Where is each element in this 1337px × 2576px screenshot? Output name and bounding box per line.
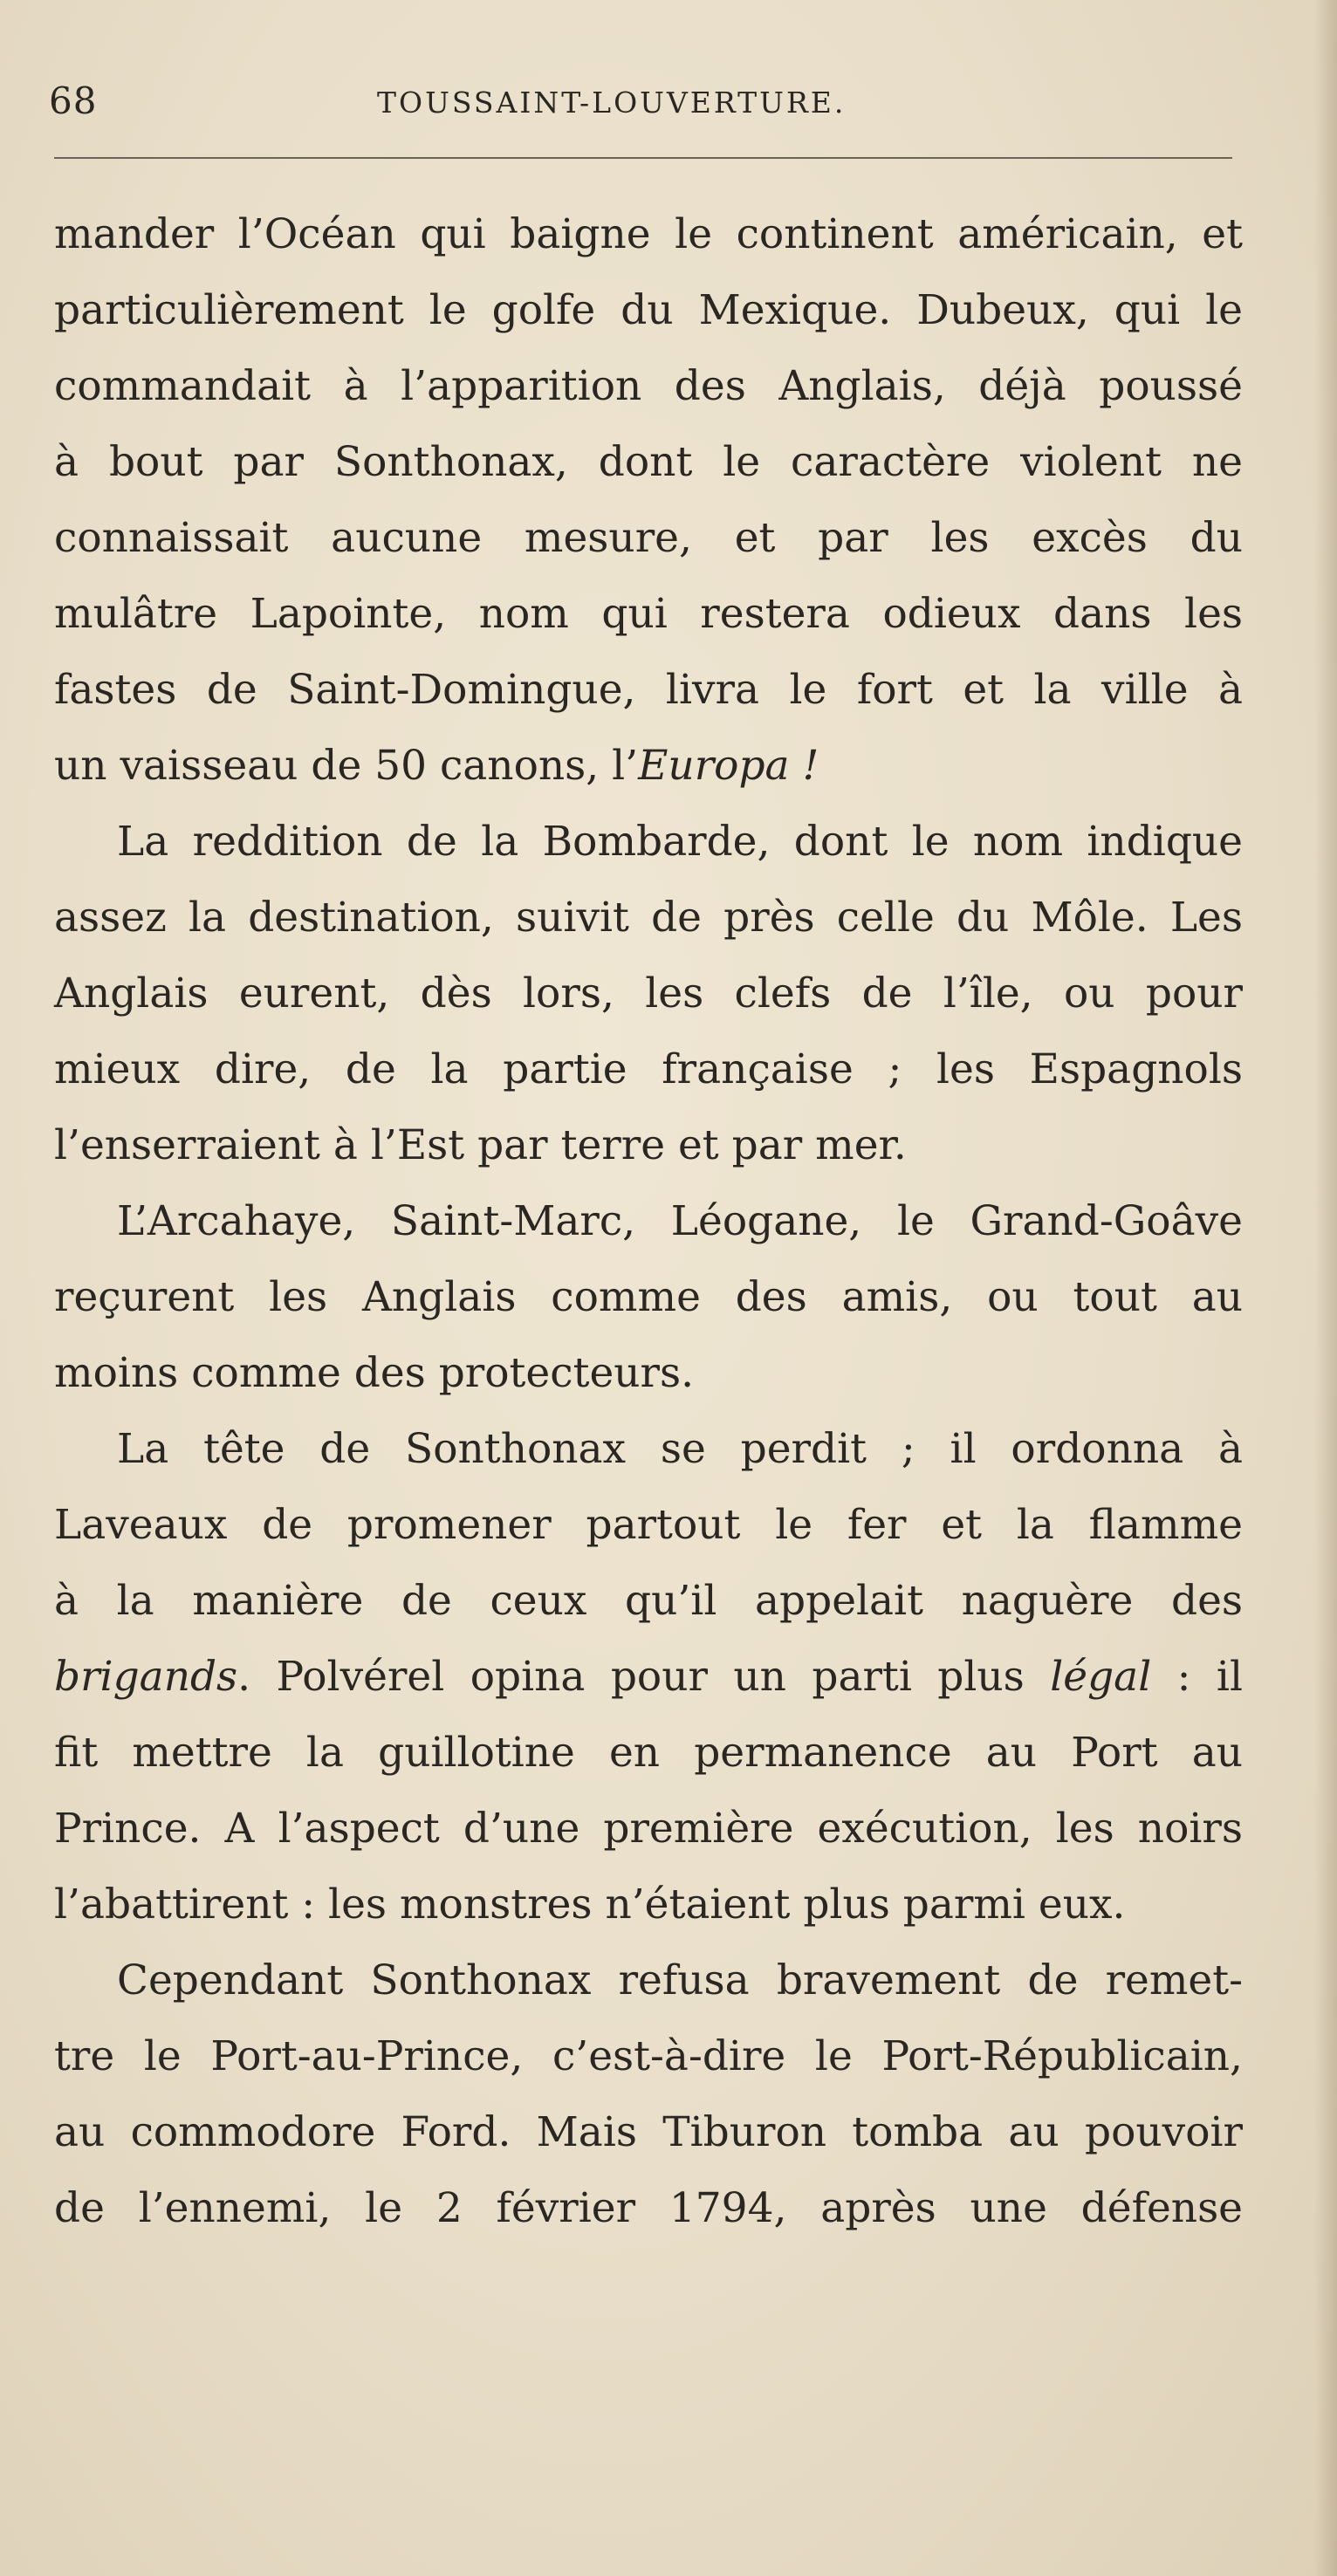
line-text: Laveaux de promener partout le fer et la flamme (54, 1501, 1243, 1549)
text-line (54, 500, 1243, 576)
line-text: au commodore Ford. Mais Tiburon tomba au pouvoir (54, 2108, 1243, 2156)
text-line (54, 1487, 1243, 1563)
text-line (54, 1867, 1243, 1942)
line-text: Anglais eurent, dès lors, les clefs de l’île, ou pour (54, 969, 1243, 1017)
line-text: reçurent les Anglais comme des amis, ou tout au (54, 1273, 1243, 1321)
line-text: tre le Port-au-Prince, c’est-à-dire le Port-Républicain, (54, 2032, 1243, 2080)
text-line (54, 1639, 1243, 1715)
line-text-tail: : il (1151, 1653, 1243, 1701)
page-number: 68 (49, 79, 98, 122)
text-line (54, 1031, 1243, 1107)
italic-text: brigands (54, 1653, 238, 1701)
text-line (54, 196, 1243, 272)
text-line (54, 272, 1243, 348)
text-line (54, 1791, 1243, 1867)
line-text: Prince. A l’aspect d’une première exécution, les noirs (54, 1805, 1243, 1853)
line-text: La reddition de la Bombarde, dont le nom indique (117, 818, 1243, 866)
italic-text: Europa ! (638, 742, 819, 790)
line-text: moins comme des protecteurs. (54, 1349, 695, 1397)
line-text: l’abattirent : les monstres n’étaient plus parmi eux. (54, 1881, 1126, 1929)
line-text: à bout par Sonthonax, dont le caractère violent ne (54, 438, 1243, 486)
line-text: fastes de Saint-Domingue, livra le fort et la ville à (54, 666, 1243, 714)
header-rule (54, 157, 1232, 159)
line-text: L’Arcahaye, Saint-Marc, Léogane, le Grand-Goâve (117, 1197, 1243, 1245)
line-text: assez la destination, suivit de près celle du Môle. Les (54, 894, 1243, 942)
text-line (54, 1107, 1243, 1183)
line-text: particulièrement le golfe du Mexique. Dubeux, qui le (54, 286, 1243, 334)
text-line (54, 424, 1243, 500)
line-text: Cependant Sonthonax refusa bravement de remet- (117, 1956, 1243, 2004)
text-line (54, 1563, 1243, 1639)
text-line (54, 1259, 1243, 1335)
line-text: fit mettre la guillotine en permanence au Port au (54, 1729, 1243, 1777)
line-text: mieux dire, de la partie française ; les Espagnols (54, 1045, 1243, 1093)
text-line (54, 728, 1243, 804)
text-line (54, 2018, 1243, 2094)
line-text: un vaisseau de 50 canons, l’ (54, 742, 639, 790)
line-text: de l’ennemi, le 2 février 1794, après une défense (54, 2184, 1243, 2232)
text-line (54, 1411, 1243, 1487)
text-line (54, 348, 1243, 424)
page-header (49, 75, 1236, 127)
text-line (54, 2094, 1243, 2170)
line-text: l’enserraient à l’Est par terre et par mer. (54, 1121, 907, 1169)
line-text: commandait à l’apparition des Anglais, déjà poussé (54, 362, 1243, 410)
line-text: . Polvérel opina pour un parti plus (237, 1653, 1051, 1701)
page-edge-shadow (1314, 0, 1337, 2576)
text-line (54, 804, 1243, 880)
text-line (54, 880, 1243, 956)
line-text: mulâtre Lapointe, nom qui restera odieux dans les (54, 590, 1243, 638)
text-line (54, 956, 1243, 1031)
text-line (54, 576, 1243, 652)
line-text: mander l’Océan qui baigne le continent américain, et (54, 210, 1243, 258)
running-title: TOUSSAINT-LOUVERTURE. (377, 86, 847, 120)
line-text: La tête de Sonthonax se perdit ; il ordonna à (117, 1425, 1243, 1473)
text-line (54, 1183, 1243, 1259)
text-line (54, 1335, 1243, 1411)
text-line (54, 1715, 1243, 1791)
line-text: à la manière de ceux qu’il appelait naguère des (54, 1577, 1243, 1625)
italic-text: légal (1050, 1653, 1152, 1701)
text-line (54, 2170, 1243, 2246)
body-text (54, 196, 1243, 2246)
text-line (54, 652, 1243, 728)
line-text: connaissait aucune mesure, et par les excès du (54, 514, 1243, 562)
text-line (54, 1942, 1243, 2018)
